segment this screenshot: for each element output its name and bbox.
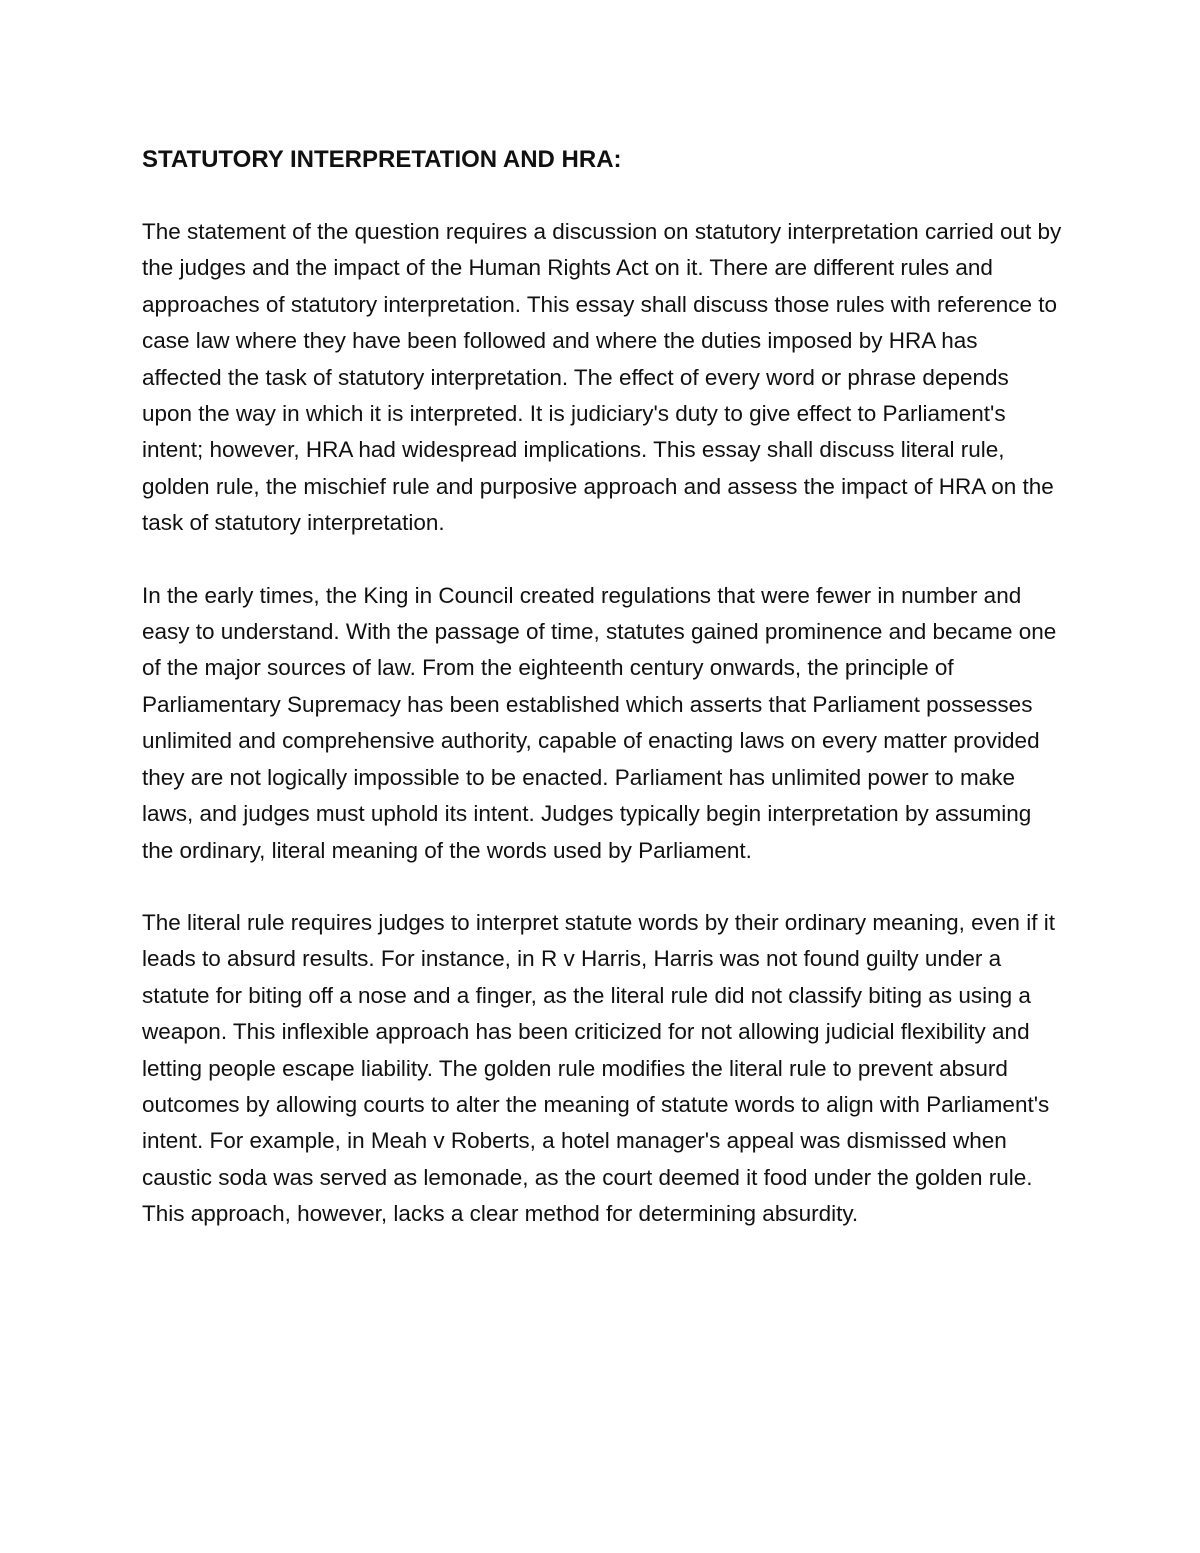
document-body (142, 142, 1062, 1269)
document-title: STATUTORY INTERPRETATION AND HRA: (142, 146, 622, 173)
paragraph-introduction: The statement of the question requires a discussion on statutory interpretation carried out by the judges and the impact of the Human Rights Act on it. There are different rules and approaches of statutory interpretation. This essay shall discuss those rules with reference to case law where they have been followed and where the duties imposed by HRA has affected the task of statutory interpretation. The effect of every word or phrase depends upon the way in which it is interpreted. It is judiciary's duty to give effect to Parliament's intent; however, HRA had widespread implications. This essay shall discuss literal rule, golden rule, the mischief rule and purposive approach and assess the impact of HRA on the task of statutory interpretation. (142, 219, 1062, 536)
paragraph-history: In the early times, the King in Council created regulations that were fewer in number and easy to understand. With the passage of time, statutes gained prominence and became one of the major sources of law. From the eighteenth century onwards, the principle of Parliamentary Supremacy has been established which asserts that Parliament possesses unlimited and comprehensive authority, capable of enacting laws on every matter provided they are not logically impossible to be enacted. Parliament has unlimited power to make laws, and judges must uphold its intent. Judges typically begin interpretation by assuming the ordinary, literal meaning of the words used by Parliament. (142, 582, 1057, 863)
paragraph-literal-golden-rule: The literal rule requires judges to interpret statute words by their ordinary meaning, even if it leads to absurd results. For instance, in R v Harris, Harris was not found guilty under a statute for biting off a nose and a finger, as the literal rule did not classify biting as using a weapon. This inflexible approach has been criticized for not allowing judicial flexibility and letting people escape liability. The golden rule modifies the literal rule to prevent absurd outcomes by allowing courts to alter the meaning of statute words to align with Parliament's intent. For example, in Meah v Roberts, a hotel manager's appeal was dismissed when caustic soda was served as lemonade, as the court deemed it food under the golden rule. This approach, however, lacks a clear method for determining absurdity. (142, 909, 1055, 1227)
